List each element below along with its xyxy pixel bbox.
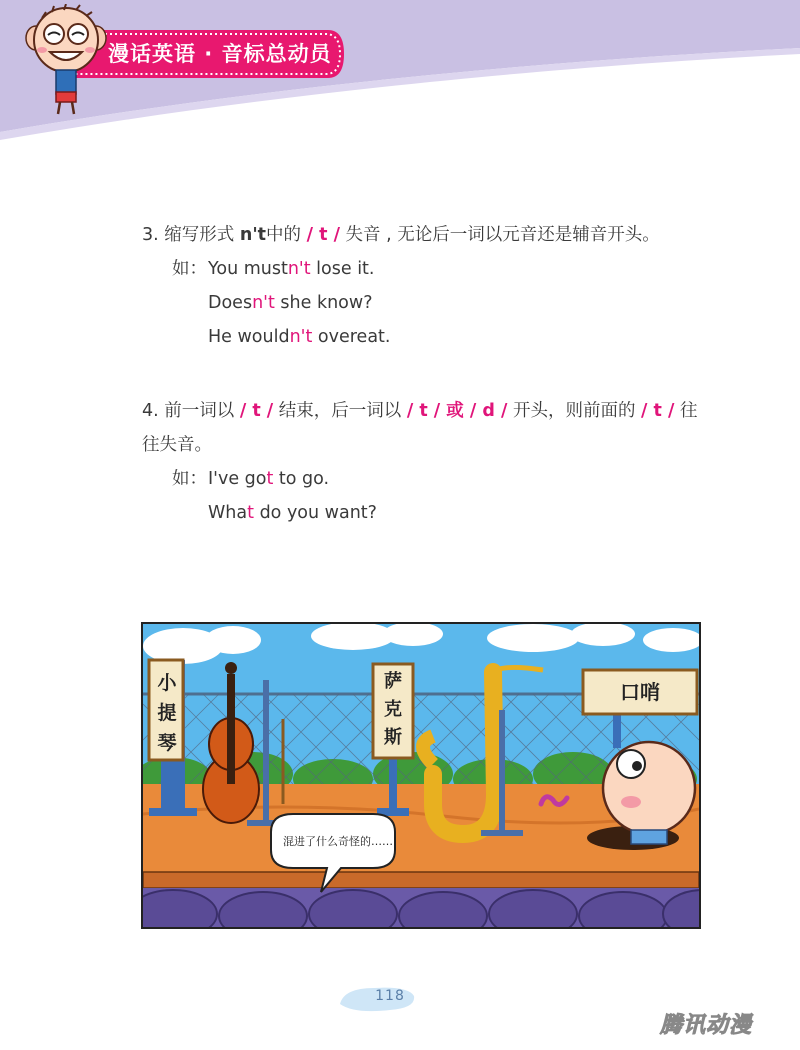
phonetic-symbol: / t / <box>306 225 340 245</box>
rule-text: 前一词以 <box>164 401 235 421</box>
banner-title: 漫话英语 · 音标总动员 <box>108 42 332 66</box>
page-number: 118 <box>375 988 405 1004</box>
lesson-content <box>142 218 712 530</box>
example-text: You must <box>208 259 288 279</box>
rule-text: 往失音。 <box>142 435 212 455</box>
rule-text: 结束，后一词以 <box>278 401 402 421</box>
phonetic-symbol: / t / 或 / d / <box>406 401 508 421</box>
example-label: 如： <box>172 259 207 279</box>
rule-text: 失音 , 无论后一词以元音还是辅音开头。 <box>345 225 660 245</box>
rule-text: 开头，则前面的 <box>512 401 636 421</box>
example-text: lose it. <box>310 259 375 279</box>
example-label: 如： <box>172 469 207 489</box>
rule-3 <box>142 218 712 252</box>
example-text: she know? <box>274 293 373 313</box>
rule-number: 3. <box>142 225 159 245</box>
example-text: He would <box>208 327 290 347</box>
contraction-form: n't <box>239 225 267 245</box>
silent-part: n't <box>289 327 313 347</box>
example-line <box>142 496 712 530</box>
example-text: I've go <box>208 469 267 489</box>
example-text: do you want? <box>254 503 377 523</box>
silent-part: t <box>247 503 254 523</box>
comic-panel <box>141 622 701 929</box>
rule-text: 中的 <box>266 225 302 245</box>
speech-bubble-text: 混进了什么奇怪的…… <box>283 835 393 848</box>
sign-violin: 小提琴 <box>157 672 177 754</box>
spacer <box>142 354 712 394</box>
sign-saxophone: 萨克斯 <box>384 671 402 748</box>
rule-number: 4. <box>142 401 159 421</box>
example-line <box>142 320 712 354</box>
watermark: 腾讯动漫 <box>660 1013 753 1038</box>
rule-text: 缩写形式 <box>164 225 235 245</box>
phonetic-symbol: / t / <box>641 401 675 421</box>
phonetic-symbol: / t / <box>239 401 274 421</box>
rule-4 <box>142 394 712 462</box>
example-text: Does <box>208 293 253 313</box>
sign-whistle: 口哨 <box>620 680 660 704</box>
example-text: to go. <box>273 469 330 489</box>
example-line <box>142 252 712 286</box>
example-line <box>142 462 712 496</box>
header-background <box>0 0 800 140</box>
rule-text: 往 <box>679 401 698 421</box>
example-text: overeat. <box>312 327 391 347</box>
example-text: Wha <box>208 503 248 523</box>
silent-part: t <box>266 469 274 489</box>
silent-part: n't <box>252 293 275 313</box>
mascot-illustration <box>22 4 110 116</box>
example-line <box>142 286 712 320</box>
silent-part: n't <box>287 259 311 279</box>
